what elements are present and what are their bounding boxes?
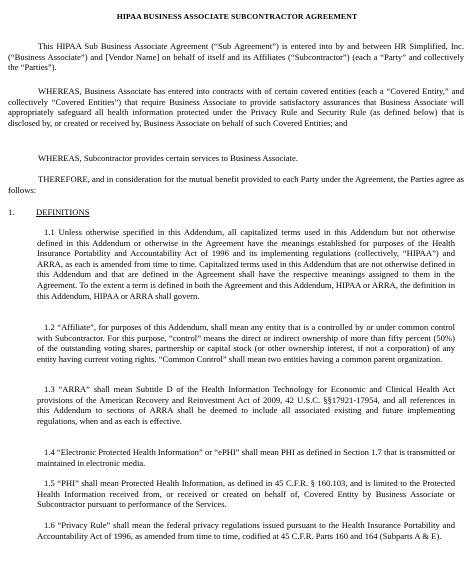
therefore-paragraph: THEREFORE, and in consideration for the mutual benefit provided to each Party under the Agreement, the Parties agree as follows: [8,174,464,195]
definition-1-2: 1.2 “Affiliate”, for purposes of this Addendum, shall mean any entity that is a controlled by or under common control with Subcontractor. For this purpose, “control” means the direct or indirect ownership of more than fifty percent (50%) of the outstanding voting shares, partnership or capital stock (or other ownership interest, if not a corporation) of any entity having current voting rights. “Common Control” shall mean two entities having a common parent organization. [37,322,455,364]
whereas-paragraph-1: WHEREAS, Business Associate has entered into contracts with of certain covered entities (each a “Covered Entity,” and collectively “Covered Entities”) that require Business Associate to provide satisfactory assurances that Business Associate will appropriately safeguard all health information protected under the Privacy Rule and Security Rule (as defined below) that is disclosed by, or created or received by, Business Associate on behalf of such Covered Entities; and [8,86,464,128]
definition-1-4: 1.4 “Electronic Protected Health Information” or “ePHI” shall mean PHI as defined in Section 1.7 that is transmitted or maintained in electronic media. [37,447,455,468]
definition-1-1: 1.1 Unless otherwise specified in this Addendum, all capitalized terms used in this Addendum but not otherwise defined in this Addendum or otherwise in the Agreement have the meanings established for purposes of the Health Insurance Portability and Accountability Act of 1996 and its implementing regulations (collectively, “HIPAA”) and ARRA, as each is amended from time to time. Capitalized terms used in this Addendum that are not otherwise defined in this Addendum and that are defined in the Agreement shall have the respective meanings assigned to them in the Agreement. To the extent a term is defined in both the Agreement and this Addendum, HIPAA or ARRA, the definition in this Addendum, HIPAA or ARRA shall govern. [37,227,455,301]
whereas-paragraph-2: WHEREAS, Subcontractor provides certain services to Business Associate. [38,153,298,163]
definition-1-6: 1.6 “Privacy Rule” shall mean the federal privacy regulations issued pursuant to the Health Insurance Portability and Accountability Act of 1996, as amended from time to time, codified at 45 C.F.R. Parts 160 and 164 (Subparts A & E). [37,520,455,541]
section-number: 1. [8,207,15,217]
section-1-heading [8,207,464,218]
section-title: DEFINITIONS [36,207,90,217]
definition-1-3: 1.3 “ARRA” shall mean Subtitle D of the Health Information Technology for Economic and Clinical Health Act provisions of the American Recovery and Reinvestment Act of 2009, 42 U.S.C. §§17921-17954, and all references in this Addendum to sections of ARRA shall be deemed to include all associated existing and future implementing regulations, when and as each is effective. [37,384,455,426]
intro-paragraph: This HIPAA Sub Business Associate Agreement (“Sub Agreement”) is entered into by and between HR Simplified, Inc. (“Business Associate”) and [Vendor Name] on behalf of itself and its Affiliates (“Subcontractor”) (each a “Party” and collectively the “Parties”). [8,41,464,73]
definition-1-5: 1.5 “PHI” shall mean Protected Health Information, as defined in 45 C.F.R. § 160.103, and is limited to the Protected Health Information received from, or received or created on behalf of, Covered Entity by Business Associate or Subcontractor pursuant to performance of the Services. [37,478,455,510]
document-title: HIPAA BUSINESS ASSOCIATE SUBCONTRACTOR AGREEMENT [116,12,358,21]
